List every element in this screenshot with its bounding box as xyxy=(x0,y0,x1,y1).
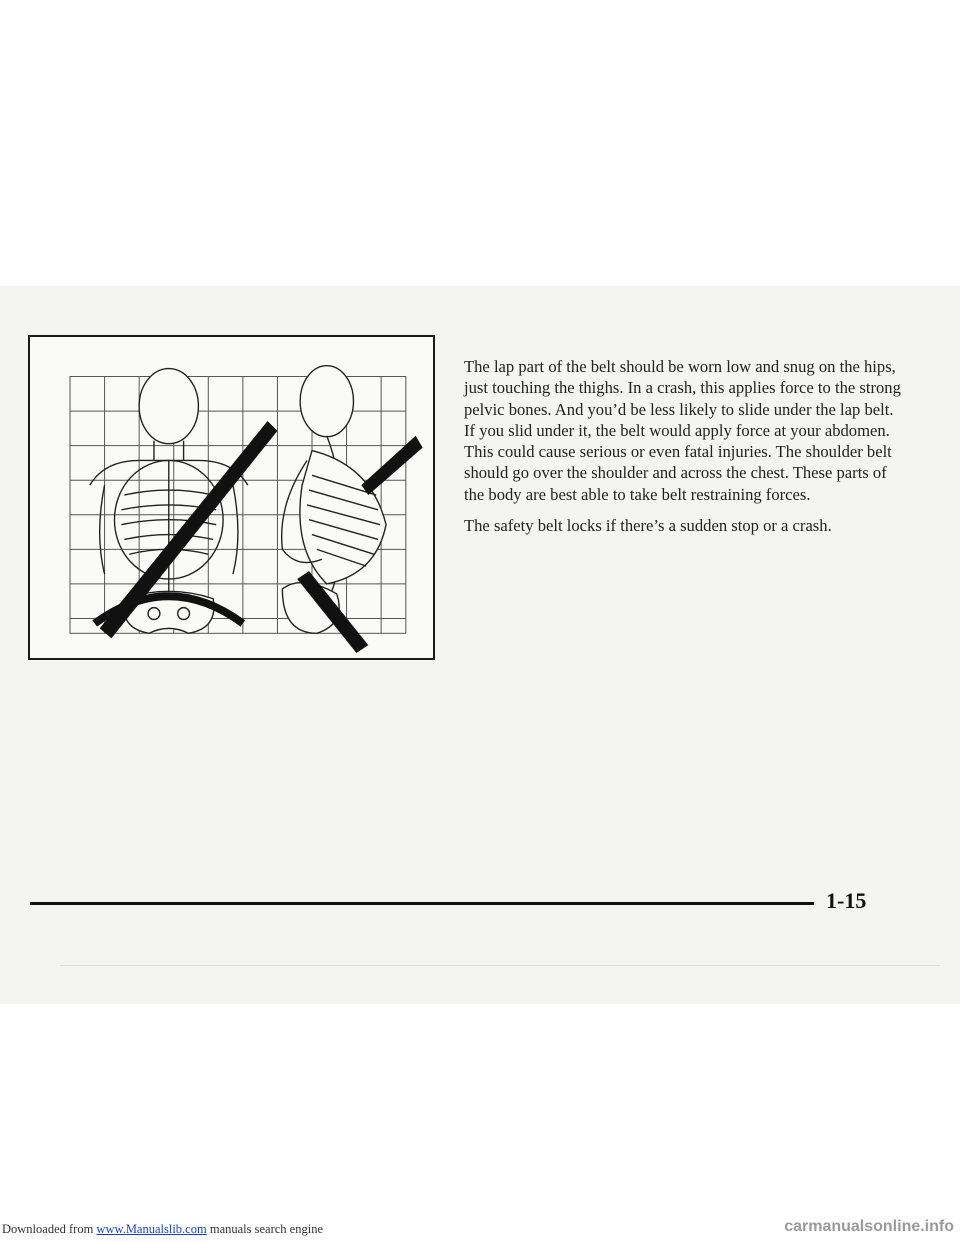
footer-suffix: manuals search engine xyxy=(206,1222,323,1236)
faint-divider xyxy=(60,965,940,966)
paragraph-belt-locks: The safety belt locks if there’s a sudden stop or a crash. xyxy=(464,516,832,536)
body-text xyxy=(464,356,904,546)
download-footer xyxy=(2,1222,323,1237)
footer-prefix: Downloaded from xyxy=(2,1222,97,1236)
manualslib-link[interactable]: www.Manualslib.com xyxy=(96,1222,207,1236)
paragraph-lap-belt: The lap part of the belt should be worn low and snug on the hips, just touching the thighs. In a crash, this applies force to the strong pelvic bones. And you’d be less likely to slide under the lap belt. If you slid under it, the belt would apply force at your abdomen. This could cause serious or even fatal injuries. The shoulder belt should go over the shoulder and across the chest. These parts of the body are best able to take belt restraining forces. xyxy=(464,357,901,504)
safety-belt-illustration xyxy=(28,335,435,660)
skeleton-belt-illustration xyxy=(30,337,433,658)
side-skeleton xyxy=(282,366,386,634)
page-footer-rule xyxy=(30,902,814,905)
watermark-text: carmanualsonline.info xyxy=(784,1218,954,1235)
page-number: 1-15 xyxy=(826,888,867,913)
